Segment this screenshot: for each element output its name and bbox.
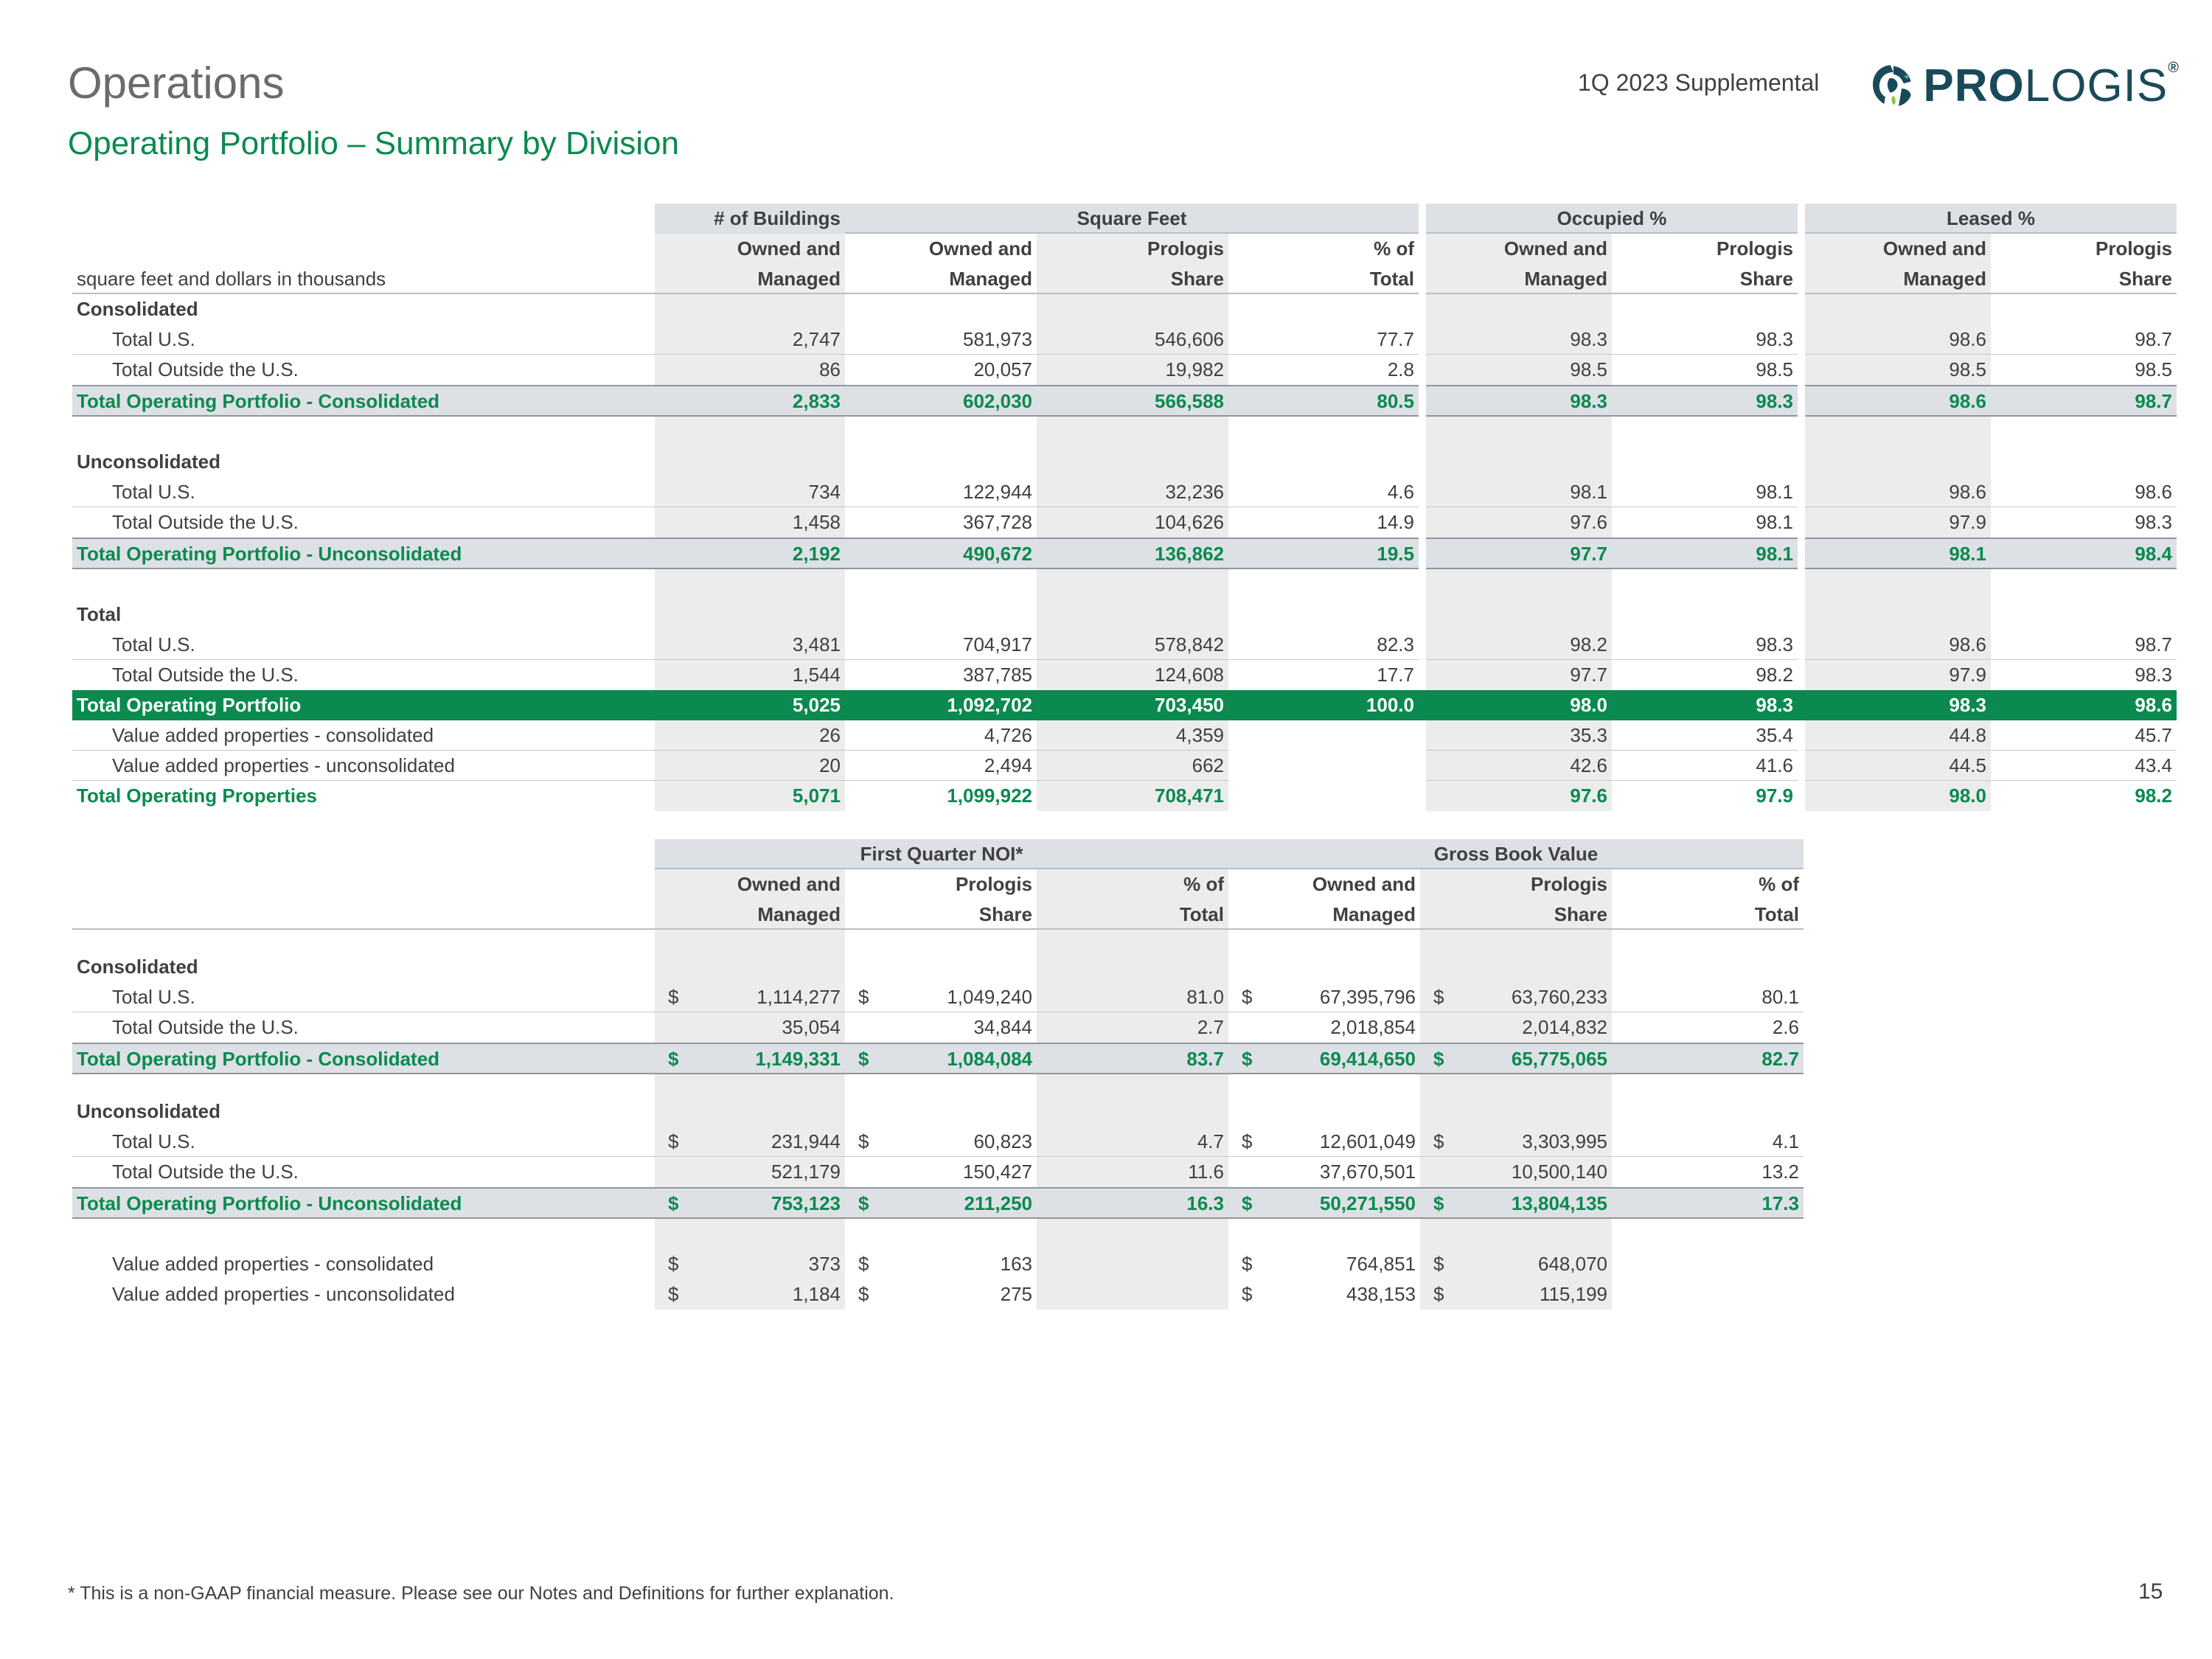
cell: $ 1,084,084 [845,1043,1037,1074]
cell: 98.6 [1991,690,2177,720]
cell: 4,359 [1037,720,1228,751]
cell: 17.3 [1612,1187,1804,1219]
col-header: Share [1991,264,2177,294]
cell: 4,726 [845,720,1037,751]
cell: 82.3 [1228,630,1419,660]
cell: 98.7 [1991,630,2177,660]
cell: $ 13,804,135 [1420,1187,1612,1219]
cell: 13.2 [1761,1161,1799,1183]
cell: 35,054 [655,1012,845,1043]
noi-header: First Quarter NOI* [655,839,1228,869]
col-header: Owned and [1805,234,1991,264]
cell: 98.3 [1612,385,1798,417]
cell: 19.5 [1228,538,1419,569]
col-header: Managed [655,900,845,930]
section-label: Unconsolidated [77,1100,221,1122]
cell: 98.2 [2135,785,2172,807]
cell: 98.1 [1805,538,1991,569]
cell: 2,018,854 [1330,1016,1416,1038]
col-header: Owned and [655,234,845,264]
cell: 4.1 [1612,1127,1804,1157]
cell: 81.0 [1037,982,1228,1012]
cell: 662 [1037,751,1228,781]
cell: $ 275 [858,1283,1032,1305]
col-header: Total [1228,264,1419,294]
row-label: Value added properties - unconsolidated [112,1283,455,1305]
col-header: Prologis [1420,869,1612,900]
total-row-label: Total Operating Portfolio - Consolidated [72,1043,655,1074]
col-header: Total [1037,900,1228,930]
row-label: Value added properties - consolidated [112,1253,434,1275]
col-header: Owned and [1426,234,1612,264]
cell: 566,588 [1037,385,1228,417]
cell: $ 12,601,049 [1228,1127,1420,1157]
cell: 43.4 [1991,751,2177,781]
cell: 97.7 [1426,538,1612,569]
total-row-label: Total Operating Portfolio - Unconsolidated [72,1187,655,1219]
page-subtitle: Operating Portfolio – Summary by Division [68,125,679,161]
gbv-header: Gross Book Value [1228,839,1804,869]
cell: 98.6 [1805,630,1991,660]
cell: 98.6 [1991,477,2177,507]
col-header: Share [1037,264,1228,294]
section-label: Unconsolidated [77,451,221,473]
buildings-header: # of Buildings [655,204,845,234]
cell: 98.3 [1805,690,1991,720]
total-row-label: Total Operating Portfolio - Unconsolidated [72,538,655,569]
cell: 19,982 [1037,355,1228,385]
row-label: Total Outside the U.S. [112,1016,299,1038]
cell: 97.6 [1426,507,1612,538]
cell: 77.7 [1228,324,1419,355]
cell: 83.7 [1037,1043,1228,1074]
col-header: Prologis [1716,237,1793,260]
cell: 98.0 [1426,690,1612,720]
cell: $ 764,851 [1242,1253,1416,1275]
col-header: Managed [1426,264,1612,294]
cell: $ 69,414,650 [1228,1043,1420,1074]
col-header: Share [1420,900,1612,930]
cell: 98.2 [1426,630,1612,660]
cell: 521,179 [655,1157,845,1187]
cell: 367,728 [963,511,1032,533]
cell: $ 1,149,331 [655,1043,845,1074]
cell: 98.6 [1805,385,1991,417]
row-label: Total U.S. [72,1127,655,1157]
cell: 32,236 [1037,477,1228,507]
total-properties-label: Total Operating Properties [77,785,318,807]
col-header: Share [845,900,1037,930]
cell: 1,544 [655,660,845,690]
cell: 41.6 [1612,751,1798,781]
cell: 98.6 [1805,324,1991,355]
col-header: Prologis [2095,237,2172,260]
cell: 98.3 [1612,690,1798,720]
row-label: Total U.S. [72,982,655,1012]
cell: 80.5 [1228,385,1419,417]
cell: 1,099,922 [947,785,1032,807]
cell: 98.1 [1612,538,1798,569]
cell: 82.7 [1612,1043,1804,1074]
cell: 124,608 [1037,660,1228,690]
cell: 45.7 [1991,720,2177,751]
cell: $ 231,944 [655,1127,845,1157]
cell: 1,092,702 [845,690,1037,720]
cell: 86 [655,355,845,385]
cell: 704,917 [845,630,1037,660]
cell: 35.3 [1426,720,1612,751]
occupied-header: Occupied % [1426,204,1798,234]
cell: 136,862 [1037,538,1228,569]
total-row-label: Total Operating Portfolio - Consolidated [72,385,655,417]
units-note: square feet and dollars in thousands [72,264,655,294]
cell: 42.6 [1426,751,1612,781]
cell: 14.9 [1377,511,1414,533]
page-number: 15 [2138,1579,2163,1604]
cell: 98.3 [1426,324,1612,355]
section-label: Total [77,603,122,625]
row-label: Value added properties - consolidated [72,720,655,751]
col-header: Share [1612,264,1798,294]
prologis-logo [1870,50,2180,121]
cell: 4.7 [1037,1127,1228,1157]
cell: 122,944 [845,477,1037,507]
col-header: Prologis [1037,234,1228,264]
col-header: Owned and [1312,873,1416,895]
row-label: Total Outside the U.S. [112,511,299,533]
cell: 44.8 [1805,720,1991,751]
cell: 2.6 [1772,1016,1799,1038]
logo-wordmark: PROLOGIS® [1923,59,2180,111]
cell: 37,670,501 [1319,1161,1416,1183]
cell: 703,450 [1037,690,1228,720]
cell: $ 65,775,065 [1420,1043,1612,1074]
cell: 10,500,140 [1420,1157,1612,1187]
cell: $ 1,049,240 [845,982,1037,1012]
cell: 1,458 [655,507,845,538]
cell: 104,626 [1037,507,1228,538]
cell: 734 [655,477,845,507]
cell: $ 115,199 [1420,1279,1612,1310]
cell: 546,606 [1037,324,1228,355]
cell: 98.3 [1426,385,1612,417]
cell: 2,747 [655,324,845,355]
col-header: % of [1037,869,1228,900]
cell: 97.9 [1756,785,1793,807]
cell: 150,427 [963,1161,1032,1183]
supplemental-label: 1Q 2023 Supplemental [1578,69,1820,96]
cell: 34,844 [973,1016,1032,1038]
row-label: Total U.S. [72,630,655,660]
row-label: Total U.S. [72,324,655,355]
footnote: * This is a non-GAAP financial measure. Please see our Notes and Definitions for further explanation. [68,1583,894,1604]
cell: 97.9 [1805,507,1991,538]
cell: 98.5 [2135,358,2172,380]
cell: 2,014,832 [1420,1012,1612,1043]
col-header: Owned and [928,237,1032,260]
cell: 490,672 [845,538,1037,569]
cell: 98.7 [1991,385,2177,417]
cell: 2,192 [655,538,845,569]
cell: 98.3 [2135,664,2172,686]
cell: 98.3 [2135,511,2172,533]
cell: 97.7 [1426,660,1612,690]
cell: 98.1 [1756,511,1793,533]
cell: 581,973 [845,324,1037,355]
row-label: Total Outside the U.S. [112,664,299,686]
sqft-header: Square Feet [845,204,1419,234]
globe-logo-icon [1870,53,1913,118]
cell: 35.4 [1612,720,1798,751]
row-label: Total U.S. [72,477,655,507]
cell: 16.3 [1037,1187,1228,1219]
cell: 44.5 [1805,751,1991,781]
cell: 98.5 [1426,355,1612,385]
cell: 98.6 [1805,477,1991,507]
col-header: Managed [1228,900,1420,930]
cell: 17.7 [1377,664,1414,686]
section-label: Consolidated [77,956,198,978]
cell: 20,057 [973,358,1032,380]
page-title: Operations [68,58,285,108]
cell: $ 753,123 [655,1187,845,1219]
cell: 100.0 [1228,690,1419,720]
cell: $ 1,114,277 [655,982,845,1012]
cell: 98.7 [1991,324,2177,355]
cell: $ 211,250 [845,1187,1037,1219]
col-header: Managed [845,264,1037,294]
cell: 97.9 [1805,660,1991,690]
noi-gbv-table [72,839,1804,1310]
cell: 5,025 [655,690,845,720]
cell: 98.3 [1612,324,1798,355]
cell: 98.2 [1756,664,1793,686]
cell: 80.1 [1612,982,1804,1012]
cell: 98.5 [1756,358,1793,380]
cell: $ 648,070 [1420,1249,1612,1279]
col-header: Managed [1805,264,1991,294]
cell: $ 373 [655,1249,845,1279]
row-label: Total Outside the U.S. [112,358,299,380]
row-label: Total Outside the U.S. [112,1161,299,1183]
col-header: Total [1612,900,1804,930]
cell: $ 50,271,550 [1228,1187,1420,1219]
portfolio-table [72,204,2177,811]
cell: 602,030 [845,385,1037,417]
cell: 2,833 [655,385,845,417]
cell: 98.0 [1805,781,1991,811]
section-label: Consolidated [77,298,198,320]
col-header: % of [1759,873,1799,895]
cell: 5,071 [655,781,845,811]
cell: $ 1,184 [655,1279,845,1310]
cell: 708,471 [1037,781,1228,811]
leased-header: Leased % [1805,204,2177,234]
cell: $ 67,395,796 [1228,982,1420,1012]
cell: $ 438,153 [1242,1283,1416,1305]
cell: 98.1 [1612,477,1798,507]
cell: 578,842 [1037,630,1228,660]
cell: 98.1 [1426,477,1612,507]
col-header: % of [1374,237,1414,260]
cell: $ 163 [858,1253,1032,1275]
cell: 2.7 [1037,1012,1228,1043]
cell: 98.5 [1805,355,1991,385]
col-header: Owned and [655,869,845,900]
cell: $ 63,760,233 [1420,982,1612,1012]
cell: 2.8 [1387,358,1414,380]
cell: $ 60,823 [845,1127,1037,1157]
cell: 11.6 [1037,1157,1228,1187]
cell: 97.6 [1426,781,1612,811]
col-header: Prologis [955,873,1032,895]
cell: $ 3,303,995 [1420,1127,1612,1157]
cell: 98.3 [1612,630,1798,660]
col-header: Managed [655,264,845,294]
cell: 26 [655,720,845,751]
cell: 2,494 [845,751,1037,781]
row-label: Value added properties - unconsolidated [72,751,655,781]
grand-total-label: Total Operating Portfolio [72,690,655,720]
cell: 20 [655,751,845,781]
cell: 387,785 [963,664,1032,686]
cell: 3,481 [655,630,845,660]
cell: 98.4 [1991,538,2177,569]
cell: 4.6 [1228,477,1419,507]
